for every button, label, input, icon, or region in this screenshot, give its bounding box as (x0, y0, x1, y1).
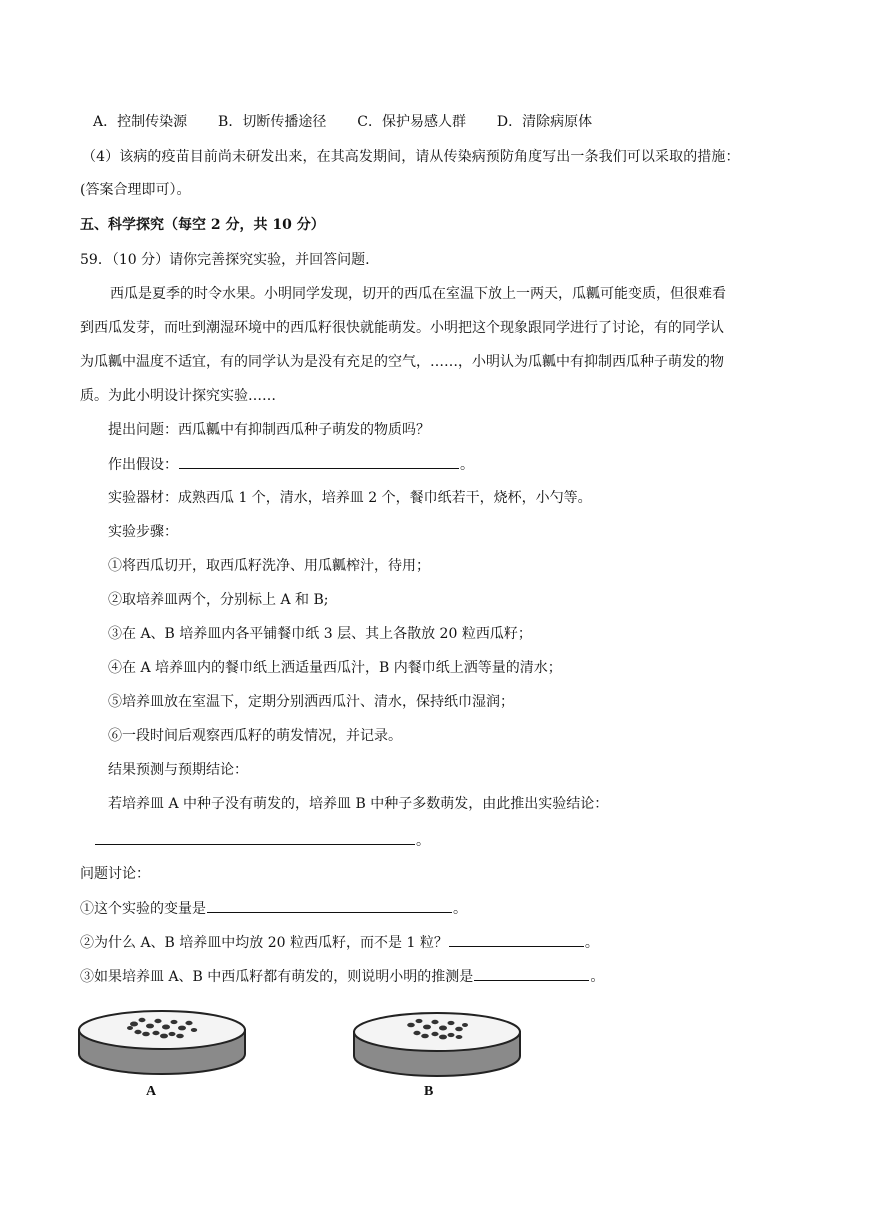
choice-d: D．清除病原体 (496, 114, 593, 130)
choices-row (93, 112, 592, 132)
q59-intro: 59．（10 分）请你完善探究实验，并回答问题. (80, 252, 370, 268)
dish-b-label: B (424, 1084, 434, 1099)
materials: 实验器材：成熟西瓜 1 个，清水，培养皿 2 个，餐巾纸若干，烧杯，小勺等。 (108, 490, 592, 506)
petri-dish-a (76, 1008, 248, 1078)
discussion-2-text: ②为什么 A、B 培养皿中均放 20 粒西瓜籽，而不是 1 粒？ (80, 935, 448, 951)
reason-blank[interactable] (449, 932, 584, 947)
para-line-2: 到西瓜发芽，而吐到潮湿环境中的西瓜籽很快就能萌发。小明把这个现象跟同学进行了讨论，有的同学认 (80, 320, 724, 336)
discussion-2-period: 。 (584, 935, 599, 951)
step-5: ⑤培养皿放在室温下，定期分别洒西瓜汁、清水，保持纸巾湿润； (108, 694, 514, 710)
discussion-3-period: 。 (590, 969, 605, 985)
hypothesis-blank[interactable] (179, 454, 459, 469)
discussion-1-text: ①这个实验的变量是 (80, 901, 206, 917)
step-3: ③在 A、B 培养皿内各平铺餐巾纸 3 层、其上各散放 20 粒西瓜籽； (108, 626, 532, 642)
discussion-2-row (80, 932, 599, 953)
q4-line2: (答案合理即可）。 (80, 182, 191, 198)
hypothesis-period: 。 (460, 457, 474, 473)
discussion-title: 问题讨论： (80, 866, 150, 882)
section-heading: 五、科学探究（每空 2 分，共 10 分） (80, 217, 325, 233)
conclusion-blank[interactable] (95, 830, 415, 845)
raise-question: 提出问题：西瓜瓤中有抑制西瓜种子萌发的物质吗？ (108, 422, 430, 438)
conclusion-period: 。 (416, 833, 430, 849)
step-4: ④在 A 培养皿内的餐巾纸上洒适量西瓜汁，B 内餐巾纸上洒等量的清水； (108, 660, 562, 676)
hypothesis-row (108, 454, 474, 475)
result-text: 若培养皿 A 中种子没有萌发的，培养皿 B 中种子多数萌发，由此推出实验结论： (108, 796, 609, 812)
para-line-4: 质。为此小明设计探究实验…… (80, 388, 276, 404)
variable-blank[interactable] (207, 898, 452, 913)
dish-a-label: A (146, 1084, 157, 1099)
discussion-1-row (80, 898, 467, 919)
petri-dish-b (351, 1010, 523, 1080)
q4-line1: （4）该病的疫苗目前尚未研发出来，在其高发期间，请从传染病预防角度写出一条我们可以采取的措施： (82, 149, 740, 165)
choice-c: C．保护易感人群 (357, 114, 466, 130)
step-2: ②取培养皿两个，分别标上 A 和 B; (108, 592, 329, 608)
discussion-3-text: ③如果培养皿 A、B 中西瓜籽都有萌发的，则说明小明的推测是 (80, 969, 474, 985)
step-6: ⑥一段时间后观察西瓜籽的萌发情况，并记录。 (108, 728, 402, 744)
conclusion-row (94, 830, 430, 851)
choice-a: A．控制传染源 (93, 114, 188, 130)
result-title: 结果预测与预期结论： (108, 762, 248, 778)
hypothesis-label: 作出假设： (108, 457, 178, 473)
discussion-3-row (80, 966, 604, 987)
steps-title: 实验步骤： (108, 524, 178, 540)
para-line-1: 西瓜是夏季的时令水果。小明同学发现，切开的西瓜在室温下放上一两天，瓜瓤可能变质，但很难看 (110, 286, 726, 302)
choice-b: B．切断传播途径 (218, 114, 327, 130)
discussion-1-period: 。 (453, 901, 467, 917)
step-1: ①将西瓜切开，取西瓜籽洗净、用瓜瓤榨汁，待用； (108, 558, 430, 574)
para-line-3: 为瓜瓤中温度不适宜，有的同学认为是没有充足的空气，……，小明认为瓜瓤中有抑制西瓜种子萌发的物 (80, 354, 724, 370)
guess-blank[interactable] (474, 966, 589, 981)
